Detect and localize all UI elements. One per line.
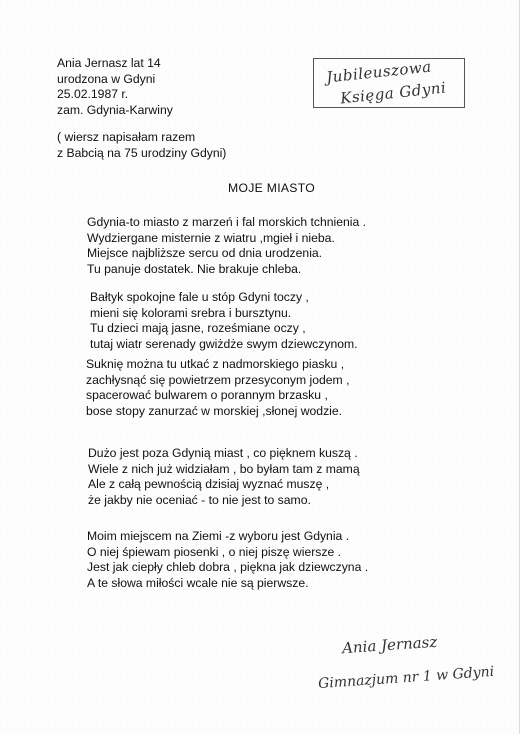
poem-line: Jest jak ciepły chleb dobra , piękna jak dziewczyna . [87, 560, 369, 574]
poem-stanza [87, 215, 366, 277]
poem-stanza [88, 446, 360, 508]
poem-stanza [86, 357, 349, 419]
poem-line: Tu panuje dostatek. Nie brakuje chleba. [87, 261, 302, 276]
poem-line: Wiele z nich już widziałam , bo byłam tam z mamą [88, 461, 360, 476]
poem-line: Tu dzieci mają jasne, roześmiane oczy , [90, 321, 306, 335]
poem-stanza [90, 290, 358, 352]
author-line: Ania Jernasz lat 14 [57, 56, 161, 70]
poem-line: A te słowa miłości wcale nie są pierwsze. [87, 575, 309, 590]
poem-line: Miejsce najbliższe sercu od dnia urodzenia. [87, 246, 323, 260]
poem-line: bose stopy zanurzać w morskiej ,słonej wodzie. [86, 403, 343, 418]
stamp-line: Księga Gdyni [339, 78, 448, 108]
poem-line: Gdynia-to miasto z marzeń i fal morskich tchnienia . [87, 215, 367, 229]
handwritten-signature-school: Gimnazjum nr 1 w Gdyni [317, 663, 495, 693]
poem-line: mieni się kolorami srebra i bursztynu. [90, 305, 292, 320]
note-line: ( wiersz napisałam razem [57, 130, 196, 144]
poem-line: Suknię można tu utkać z nadmorskiego piasku , [86, 357, 345, 371]
poem-line: O niej śpiewam piosenki , o niej piszę wiersze . [87, 544, 342, 559]
poem-line: Wydziergane misternie z wiatru ,mgieł i nieba. [87, 230, 335, 245]
stamp-line: Jubileuszowa [325, 57, 433, 87]
author-line: urodzona w Gdyni [57, 71, 156, 86]
poem-line: że jakby nie oceniać - to nie jest to samo. [88, 492, 311, 507]
poem-line: Ale z całą pewnością dzisiaj wyznać muszę , [88, 477, 330, 491]
poem-line: Dużo jest poza Gdynią miast , co pięknem kuszą . [88, 446, 358, 460]
poem-line: zachłysnąć się powietrzem przesyconym jodem , [86, 372, 350, 387]
note-line: z Babcią na 75 urodziny Gdyni) [57, 145, 227, 160]
poem-title: MOJE MIASTO [228, 181, 316, 195]
dedication-note [57, 130, 226, 161]
handwritten-signature-name: Ania Jernasz [341, 632, 438, 658]
poem-line: Moim miejscem na Ziemi -z wyboru jest Gdynia . [87, 529, 350, 543]
author-line: 25.02.1987 r. [57, 87, 129, 101]
poem-line: Bałtyk spokojne fale u stóp Gdyni toczy , [90, 290, 309, 304]
author-info [57, 56, 173, 118]
poem-line: tutaj wiatr serenady gwiżdże swym dziewczynom. [90, 336, 358, 351]
handwritten-stamp-box [313, 58, 465, 108]
poem-stanza [87, 529, 368, 591]
author-line: zam. Gdynia-Karwiny [57, 102, 173, 117]
poem-line: spacerować bulwarem o porannym brzasku , [86, 388, 328, 402]
